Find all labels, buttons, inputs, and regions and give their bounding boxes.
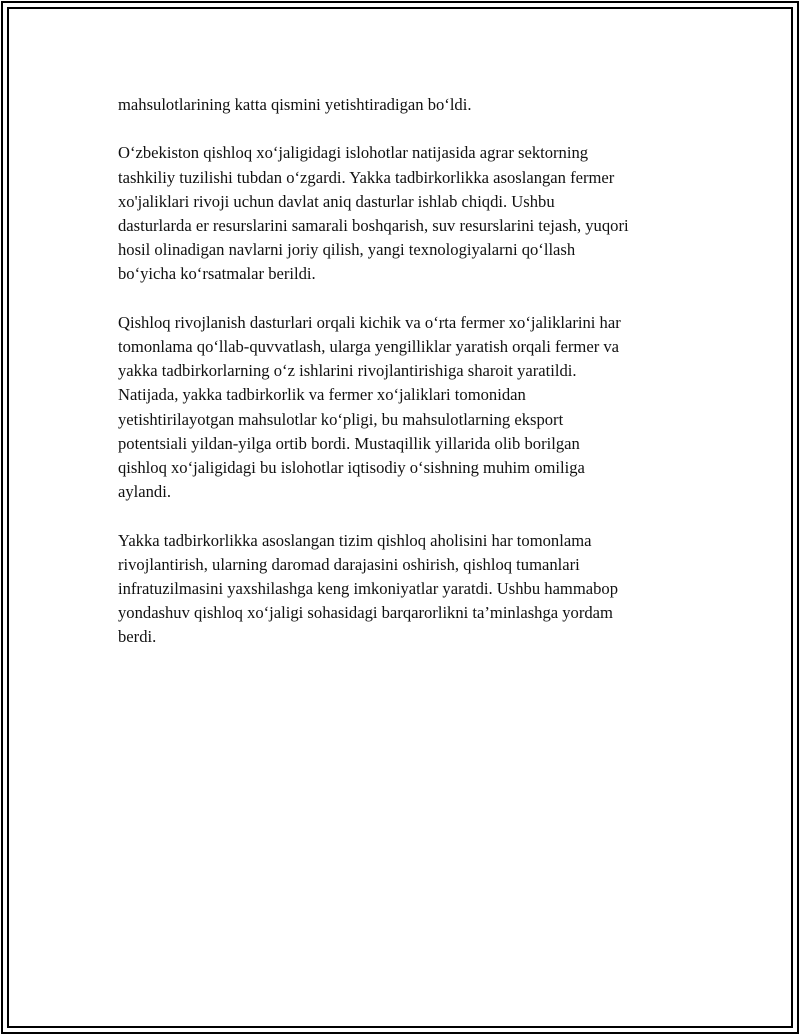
document-body xyxy=(118,93,688,674)
paragraph-1: mahsulotlarining katta qismini yetishtiradigan bo‘ldi. xyxy=(118,95,472,114)
paragraph-4: Yakka tadbirkorlikka asoslangan tizim qishloq aholisini har tomonlama rivojlantirish, ularning daromad darajasini oshirish, qishloq tumanlari infratuzilmasini yaxshilashga keng imkoniyatlar yaratdi. Ushbu hammabop yondashuv qishloq xo‘jaligi sohasidagi barqarorlikni ta’minlashga yordam berdi. xyxy=(118,530,619,647)
paragraph-2: O‘zbekiston qishloq xo‘jaligidagi islohotlar natijasida agrar sektorning tashkiliy tuzilishi tubdan o‘zgardi. Yakka tadbirkorlikka asoslangan fermer xo'jaliklari rivoji uchun davlat aniq dasturlar ishlab chiqdi. Ushbu dasturlarda er resurslarini samarali boshqarish, suv resurslarini tejash, yuqori hosil olinadigan navlarni joriy qilish, yangi texnologiyalarni qo‘llash bo‘yicha ko‘rsatmalar berildi. xyxy=(118,143,629,284)
paragraph-3: Qishloq rivojlanish dasturlari orqali kichik va o‘rta fermer xo‘jaliklarini har tomonlama qo‘llab-quvvatlash, ularga yengilliklar yaratish orqali fermer va yakka tadbirkorlarning o‘z ishlarini rivojlantirishiga sharoit yaratildi. Natijada, yakka tadbirkorlik va fermer xo‘jaliklari tomonidan yetishtirilayotgan mahsulotlar ko‘pligi, bu mahsulotlarning eksport potentsiali yildan-yilga ortib bordi. Mustaqillik yillarida olib borilgan qishloq xo‘jaligidagi bu islohotlar iqtisodiy o‘sishning muhim omiliga aylandi. xyxy=(118,312,621,502)
